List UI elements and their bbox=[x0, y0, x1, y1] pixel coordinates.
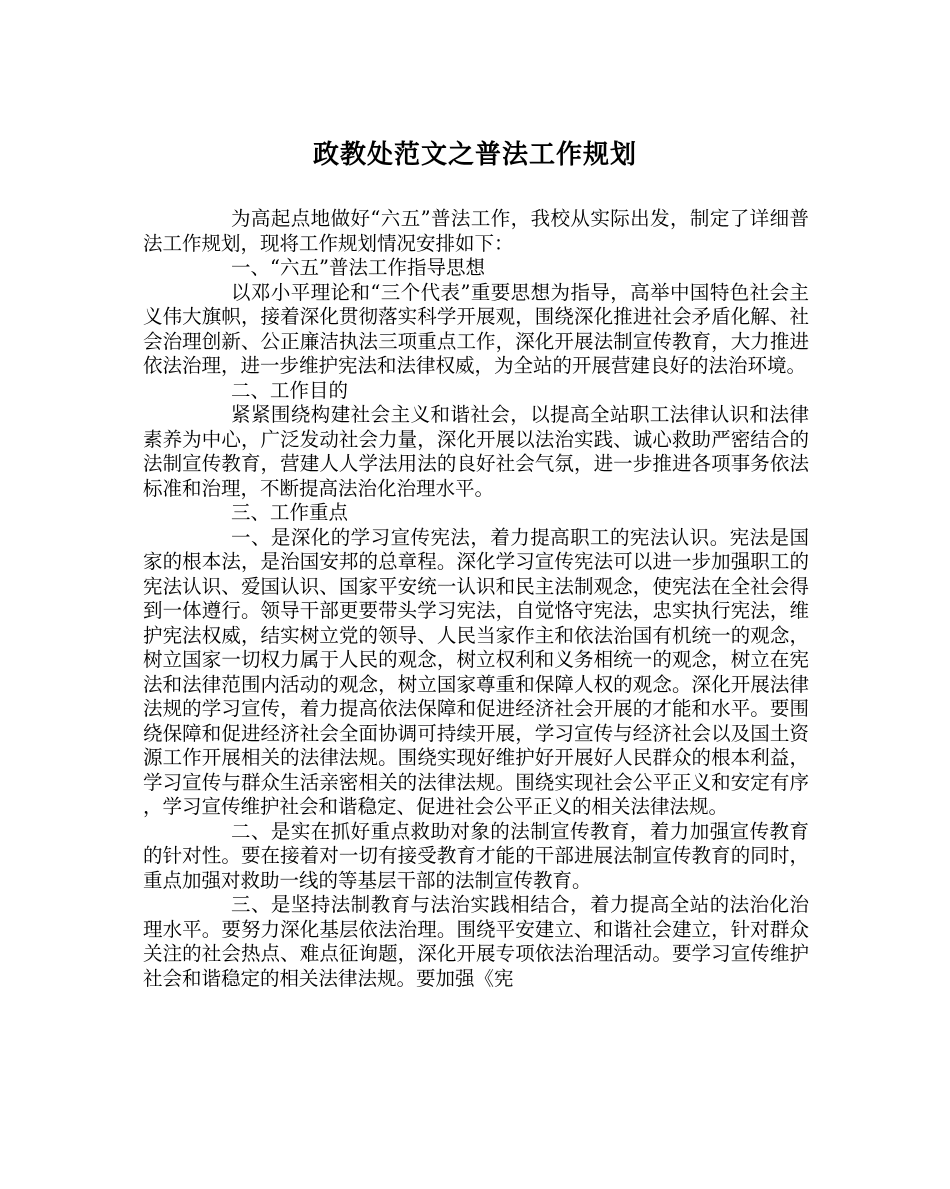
paragraph-work-goal: 紧紧围绕构建社会主义和谐社会，以提高全站职工法律认识和法律素养为中心，广泛发动社会力量，深化开展以法治实践、诚心救助严密结合的法制宣传教育，营建人人学法用法的良好社会气氛，进一步推进各项事务依法标准和治理，不断提高法治化治理水平。 bbox=[143, 403, 809, 500]
paragraph-focus-2: 二、是实在抓好重点救助对象的法制宣传教育，着力加强宣传教育的针对性。要在接着对一切有接受教育才能的干部进展法制宣传教育的同时，重点加强对救助一线的等基层干部的法制宣传教育。 bbox=[143, 819, 809, 892]
document-title: 政教处范文之普法工作规划 bbox=[312, 140, 637, 170]
paragraph-focus-3: 三、是坚持法制教育与法治实践相结合，着力提高全站的法治化治理水平。要努力深化基层依法治理。围绕平安建立、和谐社会建立，针对群众关注的社会热点、难点征询题，深化开展专项依法治理活动。要学习宣传维护社会和谐稳定的相关法律法规。要加强《宪 bbox=[143, 893, 809, 990]
section-heading-work-focus: 三、工作重点 bbox=[231, 501, 349, 524]
section-heading-guiding-ideology: 一、“六五”普法工作指导思想 bbox=[231, 256, 485, 279]
intro-paragraph: 为高起点地做好“六五”普法工作，我校从实际出发，制定了详细普法工作规划，现将工作规划情况安排如下： bbox=[143, 207, 809, 255]
paragraph-focus-1: 一、是深化的学习宣传宪法，着力提高职工的宪法认识。宪法是国家的根本法，是治国安邦的总章程。深化学习宣传宪法可以进一步加强职工的宪法认识、爱国认识、国家平安统一认识和民主法制观念，使宪法在全社会得到一体遵行。领导干部更要带头学习宪法，自觉恪守宪法，忠实执行宪法，维护宪法权威，结实树立党的领导、人民当家作主和依法治国有机统一的观念，树立国家一切权力属于人民的观念，树立权利和义务相统一的观念，树立在宪法和法律范围内活动的观念，树立国家尊重和保障人权的观念。深化开展法律法规的学习宣传，着力提高依法保障和促进经济社会开展的才能和水平。要围绕保障和促进经济社会全面协调可持续开展，学习宣传与经济社会以及国土资源工作开展相关的法律法规。围绕实现好维护好开展好人民群众的根本利益，学习宣传与群众生活亲密相关的法律法规。围绕实现社会公平正义和安定有序，学习宣传维护社会和谐稳定、促进社会公平正义的相关法律法规。 bbox=[143, 525, 809, 818]
paragraph-guiding-ideology: 以邓小平理论和“三个代表”重要思想为指导，高举中国特色社会主义伟大旗帜，接着深化贯彻落实科学开展观，围绕深化推进社会矛盾化解、社会治理创新、公正廉洁执法三项重点工作，深化开展法制宣传教育，大力推进依法治理，进一步维护宪法和法律权威，为全站的开展营建良好的法治环境。 bbox=[143, 280, 809, 377]
section-heading-work-goal: 二、工作目的 bbox=[231, 378, 349, 402]
document-body bbox=[143, 207, 809, 991]
